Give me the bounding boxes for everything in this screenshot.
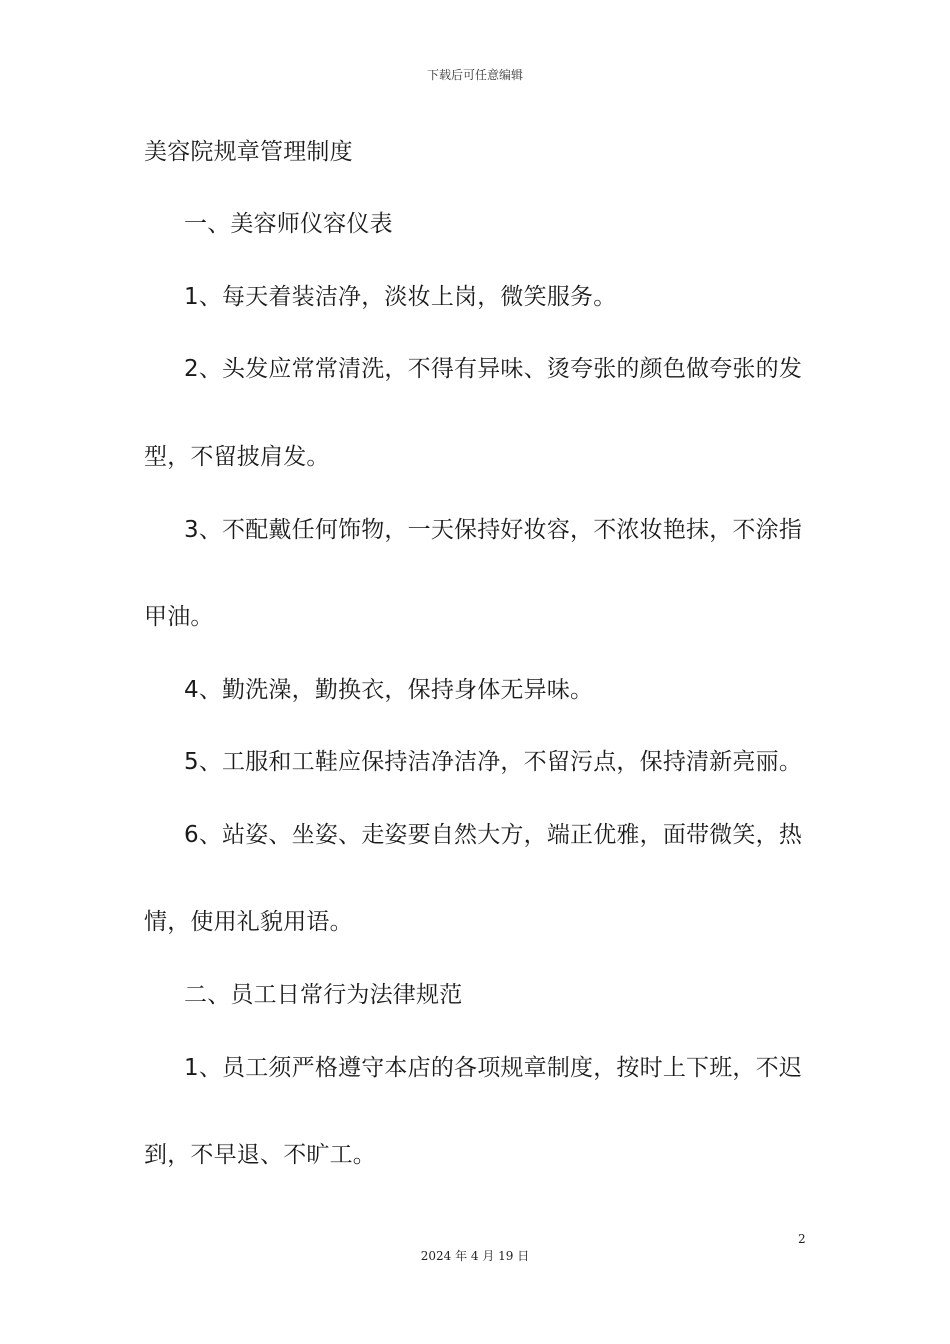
section-heading-2: 二、员工日常行为法律规范 (184, 982, 463, 1008)
paragraph-line: 5、工服和工鞋应保持洁净洁净，不留污点，保持清新亮丽。 (184, 749, 803, 775)
paragraph-line: 型，不留披肩发。 (144, 444, 330, 470)
paragraph-line: 甲油。 (144, 604, 214, 630)
page-number: 2 (798, 1232, 806, 1246)
paragraph-line: 1、每天着装洁净，淡妆上岗，微笑服务。 (184, 284, 617, 310)
paragraph-line: 4、勤洗澡，勤换衣，保持身体无异味。 (184, 677, 594, 703)
paragraph-line: 1、员工须严格遵守本店的各项规章制度，按时上下班，不迟 (184, 1055, 803, 1081)
paragraph-line: 3、不配戴任何饰物，一天保持好妆容，不浓妆艳抹，不涂指 (184, 517, 803, 543)
paragraph-line: 6、站姿、坐姿、走姿要自然大方，端正优雅，面带微笑，热 (184, 822, 803, 848)
paragraph-line: 到，不早退、不旷工。 (144, 1142, 376, 1168)
footer-date: 2024 年 4 月 19 日 (420, 1249, 530, 1263)
paragraph-line: 2、头发应常常清洗，不得有异味、烫夸张的颜色做夸张的发 (184, 356, 803, 382)
page-header: 下载后可任意编辑 (426, 68, 523, 82)
paragraph-line: 情，使用礼貌用语。 (144, 909, 353, 935)
document-title: 美容院规章管理制度 (144, 139, 353, 165)
section-heading-1: 一、美容师仪容仪表 (184, 211, 393, 237)
